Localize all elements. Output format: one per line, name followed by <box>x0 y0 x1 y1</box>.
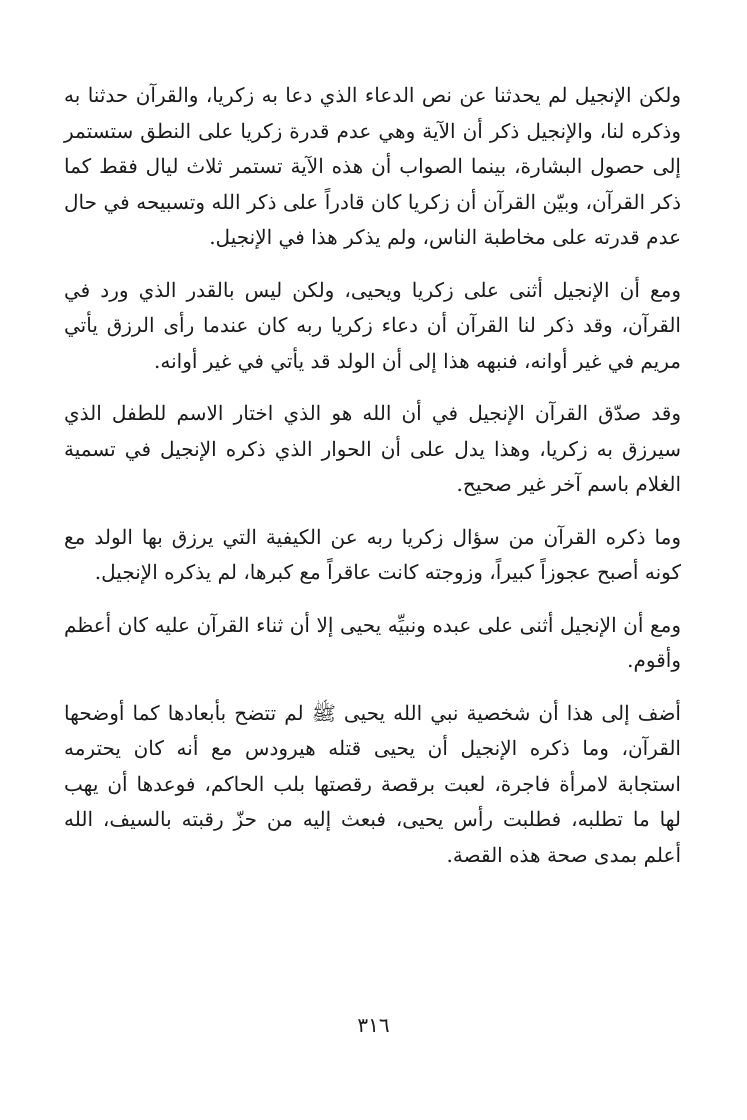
page-number: ٣١٦ <box>357 1013 390 1037</box>
paragraph-1: ولكن الإنجيل لم يحدثنا عن نص الدعاء الذي دعا به زكريا، والقرآن حدثنا به وذكره لنا، والإنجيل ذكر أن الآية وهي عدم قدرة زكريا على النطق ستستمر إلى حصول البشارة، بينما الصواب أن هذه الآية تستمر ثلاث ليال فقط كما ذكر القرآن، وبيّن القرآن أن زكريا كان قادراً على ذكر الله وتسبيحه في حال عدم قدرته على مخاطبة الناس، ولم يذكر هذا في الإنجيل. <box>64 83 681 249</box>
body-text <box>64 78 681 890</box>
paragraph-4: وما ذكره القرآن من سؤال زكريا ربه عن الكيفية التي يرزق بها الولد مع كونه أصبح عجوزاً كبيراً، وزوجته كانت عاقراً مع كبرها، لم يذكره الإنجيل. <box>64 524 681 584</box>
paragraph-2: ومع أن الإنجيل أثنى على زكريا ويحيى، ولكن ليس بالقدر الذي ورد في القرآن، وقد ذكر لنا القرآن أن دعاء زكريا ربه كان عندما رأى الرزق يأتي مريم في غير أوانه، فنبهه هذا إلى أن الولد قد يأتي في غير أوانه. <box>64 277 681 373</box>
paragraph-3: وقد صدّق القرآن الإنجيل في أن الله هو الذي اختار الاسم للطفل الذي سيرزق به زكريا، وهذا يدل على أن الحوار الذي ذكره الإنجيل في تسمية الغلام باسم آخر غير صحيح. <box>64 401 681 496</box>
paragraph-6: أضف إلى هذا أن شخصية نبي الله يحيى ﷺ لم تتضح بأبعادها كما أوضحها القرآن، وما ذكره الإنجيل أن يحيى قتله هيرودس مع أنه كان يحترمه استجابة لامرأة فاجرة، لعبت برقصة رقصتها بلب الحاكم، فوعدها أن يهب لها ما تطلبه، فطلبت رأس يحيى، فبعث إليه من حزّ رقبته بالسيف، الله أعلم بمدى صحة هذه القصة. <box>64 700 681 867</box>
paragraph-5: ومع أن الإنجيل أثنى على عبده ونبيِّه يحيى إلا أن ثناء القرآن عليه كان أعظم وأقوم. <box>64 612 681 672</box>
